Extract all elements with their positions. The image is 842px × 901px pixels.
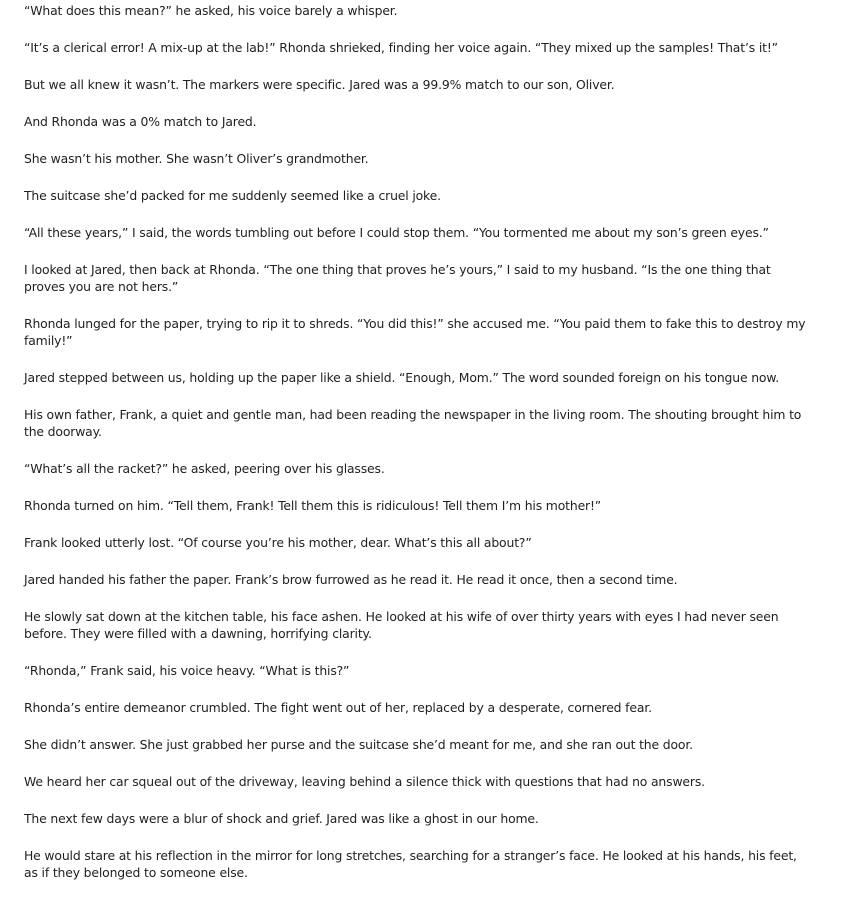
paragraph: Jared stepped between us, holding up the paper like a shield. “Enough, Mom.” The word sounded foreign on his tongue now. bbox=[24, 370, 779, 385]
paragraph: His own father, Frank, a quiet and gentle man, had been reading the newspaper in the living room. The shouting brought him to the doorway. bbox=[24, 407, 802, 439]
paragraph: “What’s all the racket?” he asked, peering over his glasses. bbox=[24, 461, 385, 476]
paragraph: And Rhonda was a 0% match to Jared. bbox=[24, 114, 257, 129]
paragraph: She didn’t answer. She just grabbed her purse and the suitcase she’d meant for me, and she ran out the door. bbox=[24, 737, 693, 752]
paragraph: We heard her car squeal out of the driveway, leaving behind a silence thick with questions that had no answers. bbox=[24, 774, 705, 789]
paragraph: She wasn’t his mother. She wasn’t Oliver’s grandmother. bbox=[24, 151, 369, 166]
paragraph: I looked at Jared, then back at Rhonda. “The one thing that proves he’s yours,” I said to my husband. “Is the one thing that proves you are not hers.” bbox=[24, 262, 771, 294]
paragraph: He would stare at his reflection in the mirror for long stretches, searching for a stranger’s face. He looked at his hands, his feet, as if they belonged to someone else. bbox=[24, 848, 797, 880]
paragraph: Rhonda turned on him. “Tell them, Frank! Tell them this is ridiculous! Tell them I’m his mother!” bbox=[24, 498, 602, 513]
paragraph: “All these years,” I said, the words tumbling out before I could stop them. “You tormented me about my son’s green eyes.” bbox=[24, 225, 769, 240]
paragraph: “It’s a clerical error! A mix-up at the lab!” Rhonda shrieked, finding her voice again. “They mixed up the samples! That’s it!” bbox=[24, 40, 778, 55]
paragraph: The next few days were a blur of shock and grief. Jared was like a ghost in our home. bbox=[24, 811, 539, 826]
paragraph: He slowly sat down at the kitchen table, his face ashen. He looked at his wife of over thirty years with eyes I had never seen before. They were filled with a dawning, horrifying clarity. bbox=[24, 609, 779, 641]
paragraph: “What does this mean?” he asked, his voice barely a whisper. bbox=[24, 3, 398, 18]
paragraph: Rhonda’s entire demeanor crumbled. The fight went out of her, replaced by a desperate, cornered fear. bbox=[24, 700, 652, 715]
paragraph: But we all knew it wasn’t. The markers were specific. Jared was a 99.9% match to our son, Oliver. bbox=[24, 77, 615, 92]
paragraph: The suitcase she’d packed for me suddenly seemed like a cruel joke. bbox=[24, 188, 441, 203]
paragraph: “Rhonda,” Frank said, his voice heavy. “What is this?” bbox=[24, 663, 350, 678]
paragraph: Frank looked utterly lost. “Of course you’re his mother, dear. What’s this all about?” bbox=[24, 535, 532, 550]
paragraph: Jared handed his father the paper. Frank’s brow furrowed as he read it. He read it once, then a second time. bbox=[24, 572, 678, 587]
paragraph: Rhonda lunged for the paper, trying to rip it to shreds. “You did this!” she accused me. “You paid them to fake this to destroy my family!” bbox=[24, 316, 806, 348]
article-body bbox=[24, 2, 810, 901]
